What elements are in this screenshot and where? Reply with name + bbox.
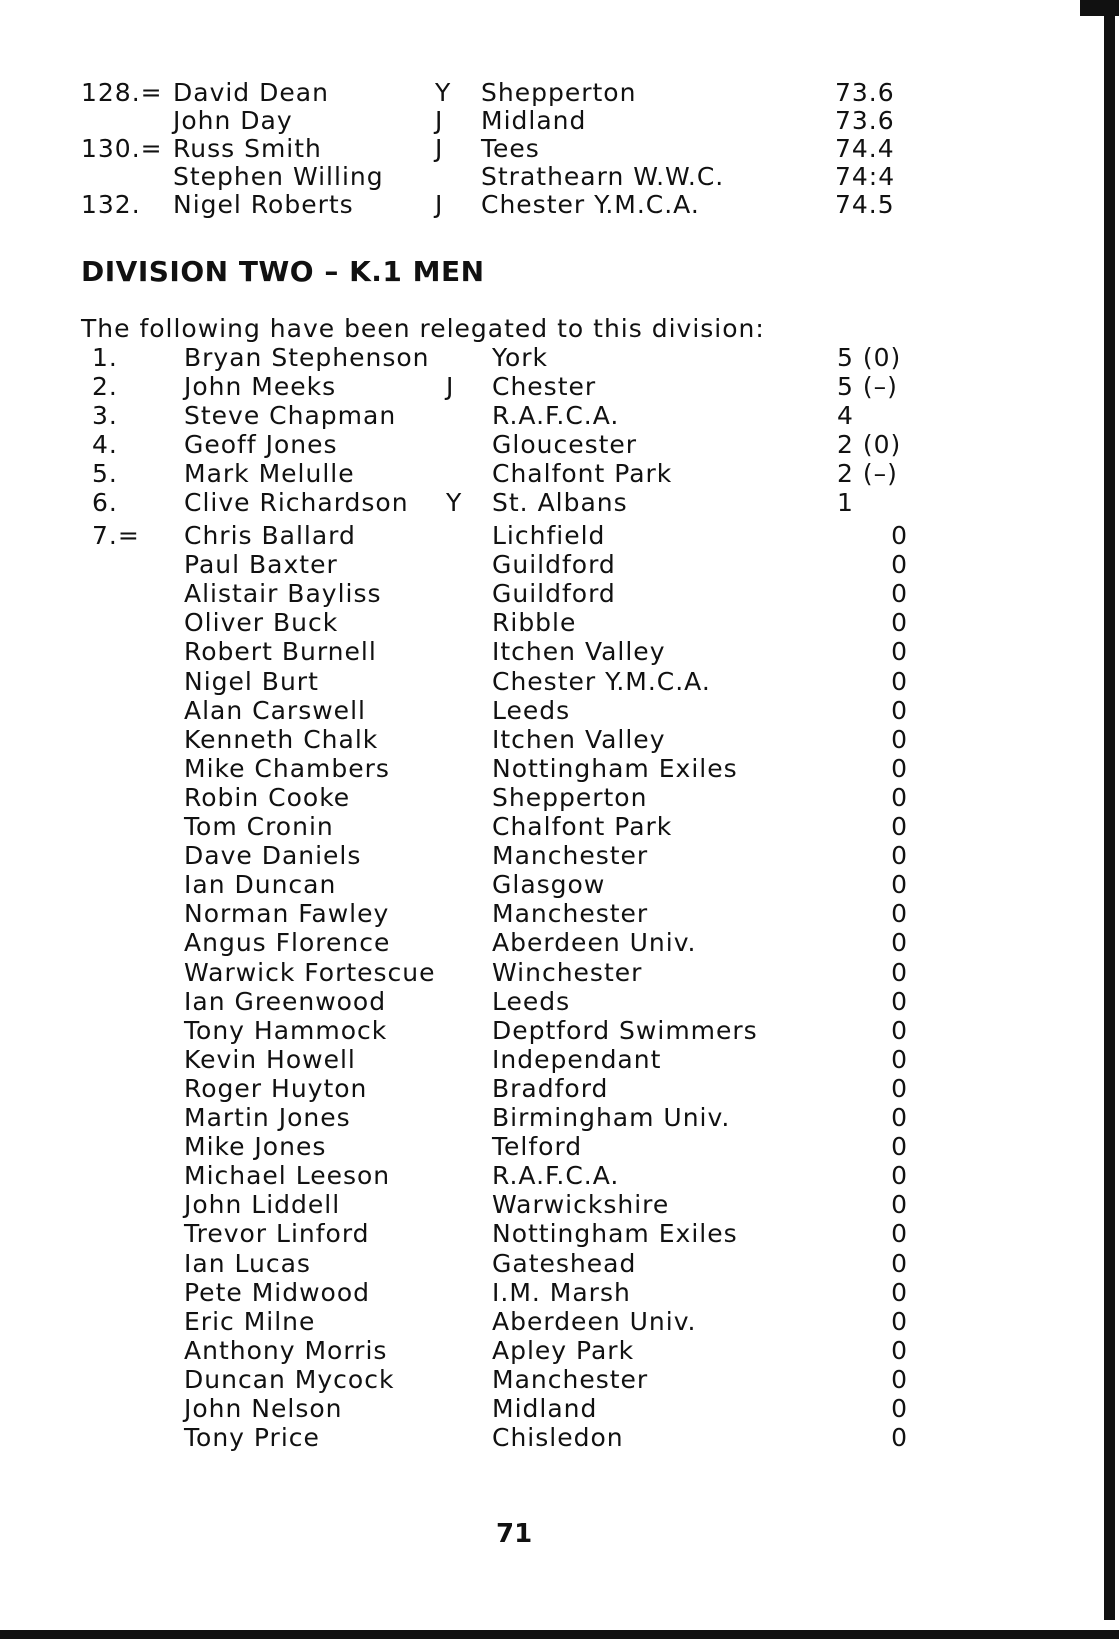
result-club: Itchen Valley — [492, 724, 666, 754]
result-club: Winchester — [492, 957, 643, 987]
division-heading: DIVISION TWO – K.1 MEN — [81, 255, 485, 288]
result-score: 73.6 — [835, 106, 895, 135]
result-club: Manchester — [492, 841, 649, 871]
result-row — [92, 841, 908, 870]
result-row — [92, 637, 908, 666]
result-score: 0 — [891, 637, 908, 667]
result-row — [92, 870, 908, 899]
result-row — [92, 521, 908, 550]
result-score: 0 — [891, 1364, 908, 1394]
result-name: Robin Cooke — [184, 782, 351, 812]
result-score: 0 — [891, 550, 908, 580]
result-club: Gloucester — [492, 430, 638, 459]
page-border-right — [1104, 10, 1115, 1620]
result-club: Chester — [492, 372, 597, 401]
result-name: Bryan Stephenson — [184, 343, 430, 372]
result-row — [92, 1103, 908, 1132]
result-club: Guildford — [492, 579, 616, 609]
result-row — [92, 958, 908, 987]
result-club: Nottingham Exiles — [492, 1219, 738, 1249]
result-name: Kenneth Chalk — [184, 724, 379, 754]
result-club: Strathearn W.W.C. — [481, 162, 725, 191]
result-rank: 7.= — [92, 521, 140, 550]
result-rank: 6. — [92, 488, 118, 517]
result-score: 0 — [891, 1277, 908, 1307]
result-rank: 130.= — [81, 134, 163, 163]
result-score: 0 — [891, 957, 908, 987]
result-row — [92, 1249, 908, 1278]
result-row — [92, 1190, 908, 1219]
result-score: 0 — [891, 1073, 908, 1103]
result-name: Tony Price — [184, 1423, 320, 1453]
result-club: Aberdeen Univ. — [492, 1306, 697, 1336]
result-club: Midland — [481, 106, 587, 135]
result-row — [92, 1307, 908, 1336]
result-row — [92, 987, 908, 1016]
result-row — [92, 754, 908, 783]
result-name: Russ Smith — [173, 134, 322, 163]
result-club: York — [492, 343, 549, 372]
result-club: Independant — [492, 1044, 662, 1074]
result-name: John Nelson — [184, 1394, 343, 1423]
result-score: 0 — [891, 695, 908, 725]
result-name: Ian Duncan — [184, 870, 337, 900]
result-row — [92, 372, 906, 401]
relegation-intro: The following have been relegated to this division: — [81, 314, 765, 343]
result-row — [92, 1394, 908, 1423]
result-score: 5 (0) — [837, 343, 902, 372]
result-row — [92, 1045, 908, 1074]
result-name: Nigel Roberts — [173, 190, 354, 219]
result-category: J — [446, 372, 455, 401]
result-club: Chester Y.M.C.A. — [492, 666, 711, 696]
result-club: R.A.F.C.A. — [492, 1161, 620, 1191]
result-row — [92, 550, 908, 579]
result-name: Norman Fawley — [184, 899, 390, 929]
result-name: Pete Midwood — [184, 1277, 370, 1307]
result-score: 0 — [891, 841, 908, 871]
result-score: 5 (–) — [837, 372, 898, 401]
result-name: Tony Hammock — [184, 1015, 388, 1045]
result-score: 0 — [891, 1219, 908, 1249]
result-club: Nottingham Exiles — [492, 753, 738, 783]
result-name: John Meeks — [184, 372, 337, 401]
result-club: Aberdeen Univ. — [492, 928, 697, 958]
result-name: Robert Burnell — [184, 637, 377, 667]
result-name: Ian Greenwood — [184, 986, 387, 1016]
result-club: Chisledon — [492, 1423, 624, 1453]
result-score: 0 — [891, 928, 908, 958]
result-row — [92, 488, 906, 517]
result-name: Oliver Buck — [184, 608, 339, 638]
result-club: Shepperton — [481, 78, 637, 107]
result-score: 0 — [891, 1190, 908, 1220]
result-club: Gateshead — [492, 1248, 637, 1278]
result-name: Roger Huyton — [184, 1073, 368, 1103]
result-score: 74.5 — [835, 190, 895, 219]
result-name: Mike Jones — [184, 1132, 327, 1162]
result-score: 0 — [891, 870, 908, 900]
result-score: 0 — [891, 782, 908, 812]
result-name: Ian Lucas — [184, 1248, 311, 1278]
result-score: 2 (0) — [837, 430, 902, 459]
result-row — [92, 1423, 908, 1452]
result-club: Guildford — [492, 550, 616, 580]
result-score: 0 — [891, 579, 908, 609]
result-score: 0 — [891, 812, 908, 841]
result-rank: 1. — [92, 343, 118, 372]
result-club: Apley Park — [492, 1335, 635, 1365]
result-club: St. Albans — [492, 488, 628, 517]
result-score: 0 — [891, 753, 908, 783]
result-row — [92, 1161, 908, 1190]
result-score: 4 — [837, 401, 854, 430]
result-club: Shepperton — [492, 782, 648, 812]
result-club: Glasgow — [492, 870, 606, 900]
result-row — [92, 667, 908, 696]
result-score: 0 — [891, 608, 908, 638]
result-score: 0 — [891, 986, 908, 1016]
result-name: Paul Baxter — [184, 550, 338, 580]
result-name: Steve Chapman — [184, 401, 397, 430]
result-name: Nigel Burt — [184, 666, 319, 696]
result-club: Telford — [492, 1132, 583, 1162]
result-club: Leeds — [492, 695, 571, 725]
result-score: 1 — [837, 488, 854, 517]
result-row — [92, 1016, 908, 1045]
result-row — [92, 812, 908, 841]
result-row — [92, 899, 908, 928]
result-score: 73.6 — [835, 78, 895, 107]
result-row — [92, 725, 908, 754]
result-row — [92, 928, 908, 957]
result-rank: 132. — [81, 190, 141, 219]
result-name: Warwick Fortescue — [184, 957, 436, 987]
result-row — [81, 134, 906, 163]
page-number: 71 — [496, 1519, 533, 1549]
result-name: Kevin Howell — [184, 1044, 356, 1074]
result-score: 0 — [891, 1015, 908, 1045]
result-club: Chalfont Park — [492, 812, 673, 841]
result-rank: 5. — [92, 459, 118, 488]
result-club: Bradford — [492, 1073, 609, 1103]
result-score: 0 — [891, 899, 908, 929]
result-name: Clive Richardson — [184, 488, 409, 517]
result-row — [81, 78, 906, 107]
result-score: 0 — [891, 666, 908, 696]
result-score: 0 — [891, 1248, 908, 1278]
result-rank: 2. — [92, 372, 118, 401]
result-name: Geoff Jones — [184, 430, 338, 459]
result-row — [92, 401, 906, 430]
result-club: Ribble — [492, 608, 577, 638]
result-club: R.A.F.C.A. — [492, 401, 620, 430]
result-name: Angus Florence — [184, 928, 391, 958]
result-row — [92, 459, 906, 488]
result-score: 0 — [891, 1103, 908, 1132]
result-score: 0 — [891, 1335, 908, 1365]
result-row — [92, 579, 908, 608]
result-name: John Liddell — [184, 1190, 341, 1220]
result-club: Deptford Swimmers — [492, 1015, 758, 1045]
result-row — [92, 608, 908, 637]
result-category: Y — [446, 488, 463, 517]
result-name: Mark Melulle — [184, 459, 355, 488]
result-club: I.M. Marsh — [492, 1277, 631, 1307]
result-club: Tees — [481, 134, 540, 163]
result-name: Martin Jones — [184, 1103, 351, 1132]
result-club: Chester Y.M.C.A. — [481, 190, 700, 219]
result-name: Michael Leeson — [184, 1161, 391, 1191]
result-name: Trevor Linford — [184, 1219, 370, 1249]
result-name: Tom Cronin — [184, 812, 334, 841]
result-name: Eric Milne — [184, 1306, 316, 1336]
result-name: Mike Chambers — [184, 753, 390, 783]
result-score: 0 — [891, 1394, 908, 1423]
result-score: 2 (–) — [837, 459, 898, 488]
result-row — [92, 1365, 908, 1394]
result-score: 0 — [891, 1306, 908, 1336]
result-club: Itchen Valley — [492, 637, 666, 667]
result-score: 0 — [891, 1161, 908, 1191]
result-row — [92, 1219, 908, 1248]
result-name: Alan Carswell — [184, 695, 366, 725]
result-row — [92, 343, 906, 372]
result-club: Manchester — [492, 899, 649, 929]
result-category: J — [435, 134, 444, 163]
result-row — [81, 162, 906, 191]
result-club: Chalfont Park — [492, 459, 673, 488]
result-row — [81, 190, 906, 219]
result-name: Stephen Willing — [173, 162, 384, 191]
page-border-bottom — [0, 1630, 1119, 1639]
result-club: Warwickshire — [492, 1190, 670, 1220]
result-score: 0 — [891, 1044, 908, 1074]
result-name: Dave Daniels — [184, 841, 362, 871]
result-row — [92, 1336, 908, 1365]
result-category: J — [435, 190, 444, 219]
result-row — [92, 1074, 908, 1103]
result-row — [81, 106, 906, 135]
result-club: Birmingham Univ. — [492, 1103, 731, 1132]
result-rank: 4. — [92, 430, 118, 459]
result-club: Leeds — [492, 986, 571, 1016]
result-name: Alistair Bayliss — [184, 579, 382, 609]
result-name: Chris Ballard — [184, 521, 356, 550]
result-score: 0 — [891, 521, 908, 550]
result-score: 74.4 — [835, 134, 895, 163]
result-row — [92, 430, 906, 459]
result-row — [92, 1132, 908, 1161]
result-club: Midland — [492, 1394, 598, 1423]
result-row — [92, 1278, 908, 1307]
result-category: Y — [435, 78, 452, 107]
result-score: 74:4 — [835, 162, 896, 191]
result-rank: 3. — [92, 401, 118, 430]
result-category: J — [435, 106, 444, 135]
result-score: 0 — [891, 1132, 908, 1162]
result-club: Lichfield — [492, 521, 606, 550]
result-name: Anthony Morris — [184, 1335, 388, 1365]
result-name: Duncan Mycock — [184, 1364, 395, 1394]
result-rank: 128.= — [81, 78, 163, 107]
result-score: 0 — [891, 724, 908, 754]
result-name: David Dean — [173, 78, 329, 107]
result-row — [92, 783, 908, 812]
result-row — [92, 696, 908, 725]
result-club: Manchester — [492, 1364, 649, 1394]
result-score: 0 — [891, 1423, 908, 1453]
result-name: John Day — [173, 106, 293, 135]
